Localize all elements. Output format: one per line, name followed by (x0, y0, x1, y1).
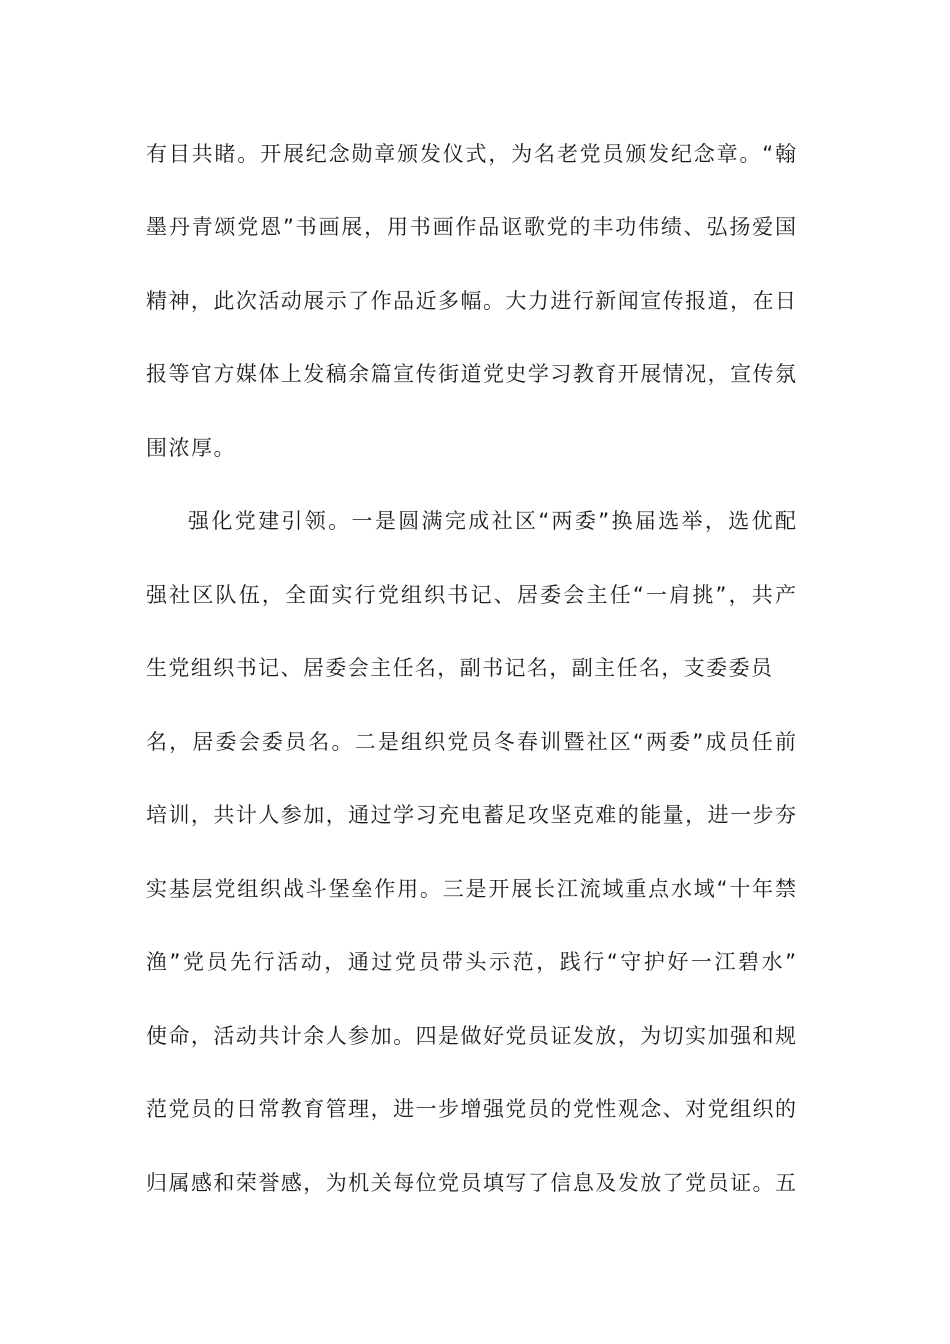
text-line: 报等官方媒体上发稿余篇宣传街道党史学习教育开展情况，宣传氛 (146, 362, 796, 386)
text-line: 围浓厚。 (146, 436, 236, 460)
text-line: 范党员的日常教育管理，进一步增强党员的党性观念、对党组织的 (146, 1097, 796, 1121)
text-line: 实基层党组织战斗堡垒作用。三是开展长江流域重点水域“十年禁 (146, 877, 796, 901)
text-line: 归属感和荣誉感，为机关每位党员填写了信息及发放了党员证。五 (146, 1171, 796, 1195)
text-line: 强社区队伍，全面实行党组织书记、居委会主任“一肩挑”，共产 (146, 583, 796, 607)
text-line: 渔”党员先行活动，通过党员带头示范，践行“守护好一江碧水” (146, 950, 796, 974)
text-line: 精神，此次活动展示了作品近多幅。大力进行新闻宣传报道，在日 (146, 289, 796, 313)
text-line: 培训，共计人参加，通过学习充电蓄足攻坚克难的能量，进一步夯 (146, 803, 796, 827)
text-line: 有目共睹。开展纪念勋章颁发仪式，为名老党员颁发纪念章。“翰 (146, 142, 796, 166)
text-line: 生党组织书记、居委会主任名，副书记名，副主任名，支委委员 (146, 656, 772, 680)
paragraph-first-line: 强化党建引领。一是圆满完成社区“两委”换届选举，选优配 (188, 509, 796, 533)
text-line: 墨丹青颂党恩”书画展，用书画作品讴歌党的丰功伟绩、弘扬爱国 (146, 215, 796, 239)
text-line: 使命，活动共计余人参加。四是做好党员证发放，为切实加强和规 (146, 1024, 796, 1048)
text-line: 名，居委会委员名。二是组织党员冬春训暨社区“两委”成员任前 (146, 730, 796, 754)
